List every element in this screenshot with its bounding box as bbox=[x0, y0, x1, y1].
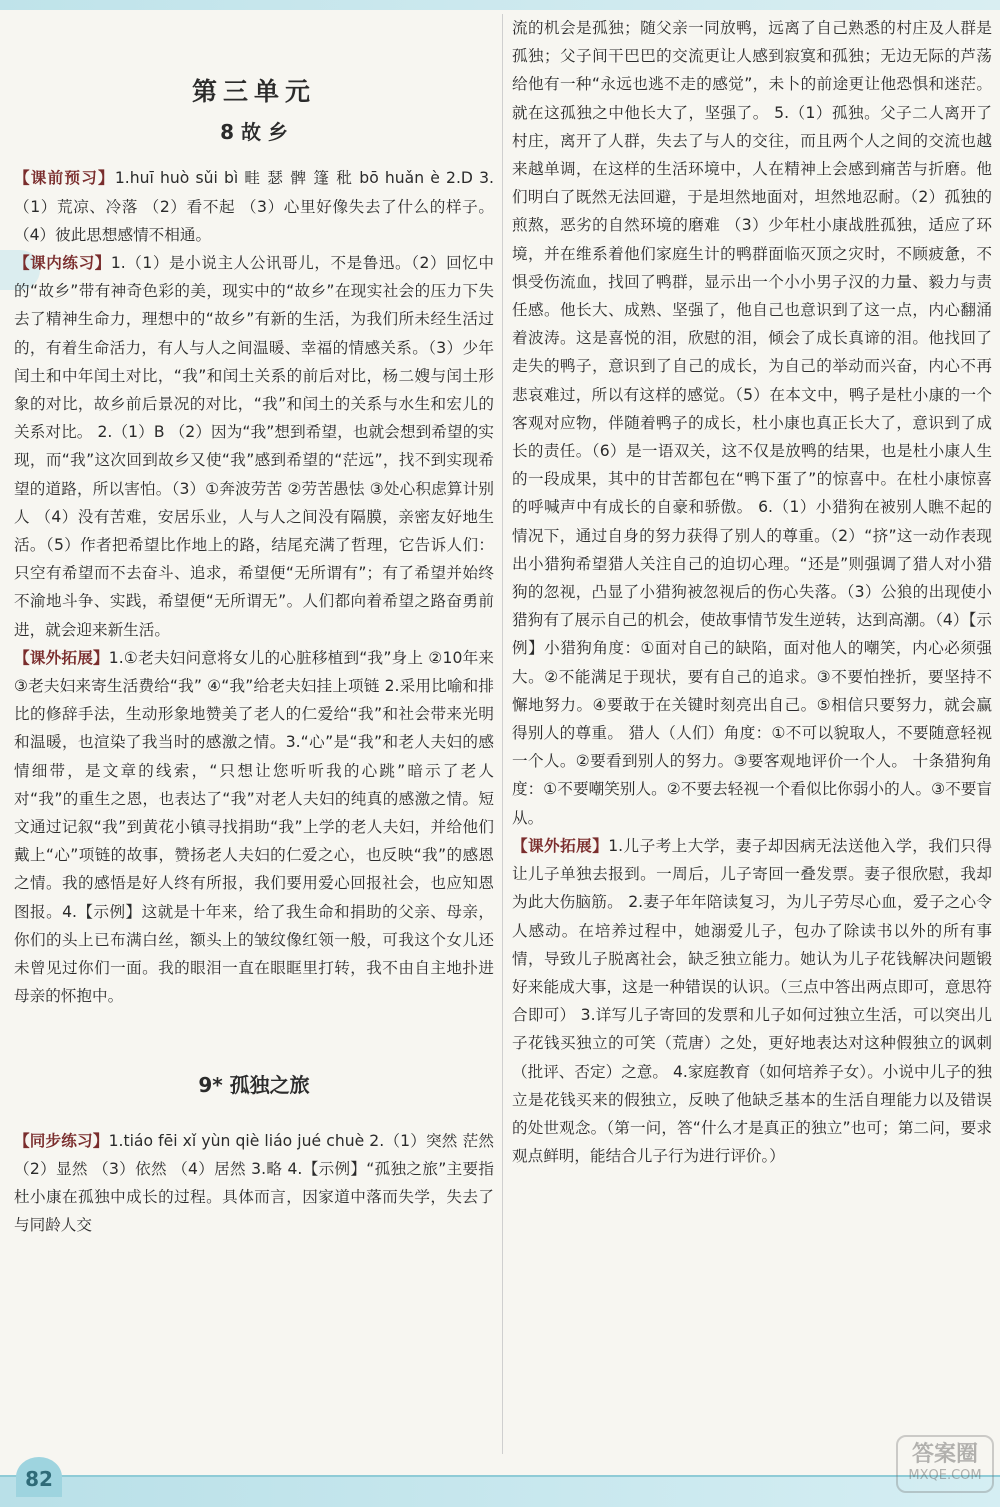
section-tag: 【课前预习】 bbox=[14, 169, 115, 188]
column-divider bbox=[502, 14, 503, 1454]
left-column bbox=[14, 56, 494, 1240]
section-text: 流的机会是孤独；随父亲一同放鸭，远离了自己熟悉的村庄及人群是孤独；父子间干巴巴的交流更让人感到寂寞和孤独；无边无际的芦荡给他有一种“永远也逃不走的感觉”，未卜的前途更让他恐惧和迷茫。就在这孤独之中他长大了，坚强了。 5.（1）孤独。父子二人离开了村庄，离开了人群，失去了与人的交往，而且两个人之间的交流也越来越单调，在这样的生活环境中，人在精神上会感到痛苦与折磨。他们明白了既然无法回避，于是坦然地面对，坦然地忍耐。（2）孤独的煎熬，恶劣的自然环境的磨难 （3）少年杜小康战胜孤独，适应了环境，并在维系着他们家庭生计的鸭群面临灭顶之灾时，不顾疲惫，不惧受伤流血，找回了鸭群，显示出一个小小男子汉的力量、毅力与责任感。他长大、成熟、坚强了，他自己也意识到了这一点，内心翻涌着波涛。这是喜悦的泪，欣慰的泪，倾会了成长真谛的泪。他找回了走失的鸭子，意识到了自己的成长，为自己的举动而兴奋，内心不再悲哀难过，所以有这样的感觉。（5）在本文中，鸭子是杜小康的一个客观对应物，伴随着鸭子的成长，杜小康也真正长大了，意识到了成长的责任。（6）是一语双关，这不仅是放鸭的结果，也是杜小康人生的一段成果，其中的甘苦都包在“鸭下蛋了”的惊喜中。在杜小康惊喜的呼喊声中有成长的自豪和骄傲。 6.（1）小猎狗在被别人瞧不起的情况下，通过自身的努力获得了别人的尊重。（2）“挤”这一动作表现出小猎狗希望猎人关注自己的迫切心理。“还是”则强调了猎人对小猎狗的忽视，凸显了小猎狗被忽视后的伤心失落。（3）公狼的出现使小猎狗有了展示自己的机会，使故事情节发生逆转，达到高潮。（4）【示例】小猎狗角度：①面对自己的缺陷，面对他人的嘲笑，内心必须强大。②不能满足于现状，要有自己的追求。③不要怕挫折，要坚持不懈地努力。④要敢于在关键时刻亮出自己。⑤相信只要努力，就会赢得别人的尊重。 猎人（人们）角度：①不可以貌取人，不要随意轻视一个人。②要看到别人的努力。③要客观地评价一个人。 十条猎狗角度：①不要嘲笑别人。②不要去轻视一个看似比你弱小的人。③不要盲从。 bbox=[512, 19, 992, 827]
section-text: 1.huī huò sǔi bì 畦 瑟 髀 篷 秕 bō huǎn è 2.D 3.（1）荒凉、冷落 （2）看不起 （3）心里好像失去了什么的样子。（4）彼此思想感情不相通。 bbox=[14, 169, 494, 244]
watermark-sub-text: MXQE.COM bbox=[908, 1468, 982, 1483]
section-tag: 【课外拓展】 bbox=[512, 836, 609, 855]
section-tag: 【课内练习】 bbox=[14, 254, 111, 273]
section-text: 1.①老夫妇问意将女儿的心脏移植到“我”身上 ②10年来 ③老夫妇来寄生活费给“我” ④“我”给老夫妇挂上项链 2.采用比喻和排比的修辞手法，生动形象地赞美了老人的仁爱给“我”和社会带来光明和温暖，也渲染了我当时的感激之情。3.“心”是“我”和老人夫妇的感情细带，是文章的线索，“只想让您听听我的心跳”暗示了老人对“我”的重生之恩，也表达了“我”对老人夫妇的纯真的感激之情。短文通过记叙“我”到黄花小镇寻找捐助“我”上学的老人夫妇，并给他们戴上“心”项链的故事，赞扬老人夫妇的仁爱之心，也反映“我”的感恩之情。我的感悟是好人终有所报，我们要用爱心回报社会，也应知恩图报。4.【示例】这就是十年来，给了我生命和捐助的父亲、母亲，你们的头上已布满白丝，额头上的皱纹像红领一般，可我这个女儿还未曾见过你们一面。我的眼泪一直在眼眶里打转，我不由自主地扑进母亲的怀抱中。 bbox=[14, 648, 494, 1006]
lesson-9-title: 9* 孤独之旅 bbox=[198, 1072, 310, 1097]
watermark-main-text: 答案圈 bbox=[911, 1442, 978, 1467]
section-extension bbox=[14, 644, 494, 1011]
section-in-class bbox=[14, 249, 494, 644]
section-text: 1.（1）是小说主人公讯哥儿，不是鲁迅。（2）回忆中的“故乡”带有神奇色彩的美，现实中的“故乡”在现实社会的压力下失去了精神生命力，理想中的“故乡”有新的生活，为我们所未经生活过的，有着生命活力，有人与人之间温暖、幸福的情感关系。（3）少年闰土和中年闰土对比，“我”和闰土关系的前后对比，杨二嫂与闰土形象的对比，故乡前后景况的对比，“我”和闰土的关系与水生和宏儿的关系对比。 2.（1）B （2）因为“我”想到希望，也就会想到希望的实现，而“我”这次回到故乡又使“我”感到希望的“茫远”，找不到实现希望的道路，所以害怕。（3）①奔波劳苦 ②劳苦愚怯 ③处心积虑算计别人 （4）没有苦难，安居乐业，人与人之间没有隔膜，亲密友好地生活。（5）作者把希望比作地上的路，结尾充满了哲理，它告诉人们：只空有希望而不去奋斗、追求，希望便“无所谓有”；有了希望并始终不渝地斗争、实践，希望便“无所谓无”。人们都向着希望之路奋勇前进，就会迎来新生活。 bbox=[14, 254, 494, 639]
section-tag: 【课外拓展】 bbox=[14, 648, 109, 667]
bottom-decor-band bbox=[0, 1475, 1000, 1507]
watermark-logo bbox=[896, 1435, 994, 1493]
section-sync-practice bbox=[14, 1127, 494, 1240]
lesson-8-title: 8 故 乡 bbox=[220, 120, 288, 145]
right-column bbox=[512, 14, 992, 1170]
section-continued bbox=[512, 14, 992, 832]
section-tag: 【同步练习】 bbox=[14, 1131, 109, 1150]
section-text: 1.tiáo fēi xǐ yùn qiè liáo jué chuè 2.（1）突然 茫然 （2）显然 （3）依然 （4）居然 3.略 4.【示例】“孤独之旅”主要指杜小康在孤独中成长的过程。具体而言，因家道中落而失学，失去了与同龄人交 bbox=[14, 1131, 494, 1235]
section-preview bbox=[14, 164, 494, 249]
unit-title: 第三单元 bbox=[191, 77, 316, 106]
section-text: 1.儿子考上大学，妻子却因病无法送他入学，我们只得让儿子单独去报到。一周后，儿子寄回一叠发票。妻子很欣慰，我却为此大伤脑筋。 2.妻子年年陪读复习，为儿子劳尽心血，爱子之心令人感动。在培养过程中，她溺爱儿子，包办了除读书以外的所有事情，导致儿子脱离社会，缺乏独立能力。她认为儿子花钱解决问题锻好来能成大事，这是一种错误的认识。（三点中答出两点即可，意思符合即可） 3.详写儿子寄回的发票和儿子如何过独立生活，可以突出儿子花钱买独立的可笑（荒唐）之处，更好地表达对这种假独立的讽刺（批评、否定）之意。 4.家庭教育（如何培养子女）。小说中儿子的独立是花钱买来的假独立，反映了他缺乏基本的生活自理能力以及错误的处世观念。（第一问，答“什么才是真正的独立”也可；第二问，要求观点鲜明，能结合儿子行为进行评价。） bbox=[512, 836, 992, 1166]
section-extension-2 bbox=[512, 832, 992, 1170]
top-decor-band bbox=[0, 0, 1000, 10]
page-number: 82 bbox=[16, 1457, 62, 1497]
